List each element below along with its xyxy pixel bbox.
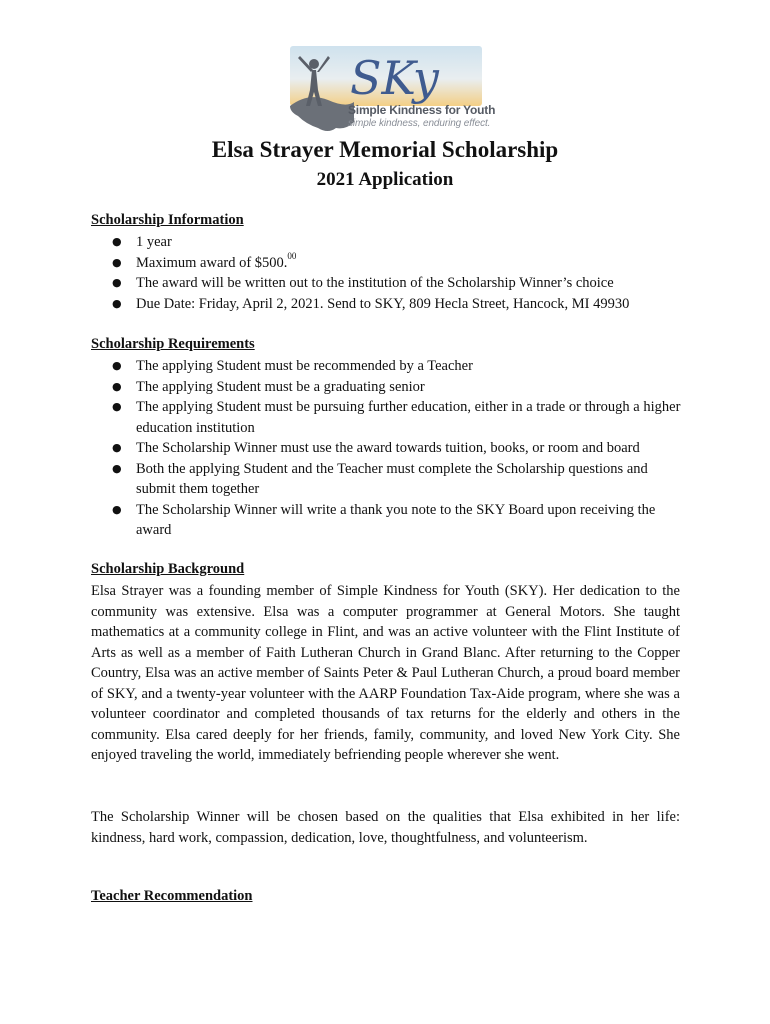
list-item: ● The applying Student must be recommended by a Teacher <box>112 356 682 377</box>
list-item: ● The award will be written out to the institution of the Scholarship Winner’s choice <box>112 273 682 294</box>
page-subtitle: 2021 Application <box>316 169 454 190</box>
list-item: ● The applying Student must be a graduating senior <box>112 377 682 398</box>
list-item: ● Maximum award of $500.00 <box>112 253 682 274</box>
logo-subtagline: simple kindness, enduring effect. <box>348 118 491 129</box>
requirements-list <box>112 356 682 541</box>
logo-tagline: Simple Kindness for Youth <box>348 103 496 117</box>
scholarship-info-list <box>112 232 682 314</box>
list-item: ● The Scholarship Winner must use the award towards tuition, books, or room and board <box>112 438 682 459</box>
list-item: ● The applying Student must be pursuing further education, either in a trade or through a higher education institution <box>112 397 682 438</box>
sky-wordmark: SKy <box>350 51 439 105</box>
list-item: ● Both the applying Student and the Teacher must complete the Scholarship questions and submit them together <box>112 459 682 500</box>
background-heading: Scholarship Background <box>91 561 245 577</box>
teacher-recommendation-heading: Teacher Recommendation <box>91 888 253 904</box>
list-item: ● 1 year <box>112 232 682 253</box>
background-paragraph: Elsa Strayer was a founding member of Simple Kindness for Youth (SKY). Her dedication to the community was extensive. Elsa was a computer programmer at General Motors. She taught mathematics at a community college in Flint, and was an active volunteer with the Flint Institute of Arts as well as a member of Faith Lutheran Church in Grand Blanc. After returning to the Copper Country, Elsa was an active member of Saints Peter & Paul Lutheran Church, a proud board member of SKY, and a twenty-year volunteer with the AARP Foundation Tax-Aide program, where she was a volunteer coordinator and completed thousands of tax returns for the elderly and others in the community. Elsa cared deeply for her friends, family, community, and loved New York City. She enjoyed traveling the world, immediately befriending people wherever she went. <box>91 583 680 763</box>
list-item: ● The Scholarship Winner will write a thank you note to the SKY Board upon receiving the award <box>112 500 682 541</box>
list-item: ● Due Date: Friday, April 2, 2021. Send to SKY, 809 Hecla Street, Hancock, MI 49930 <box>112 294 682 315</box>
cents-superscript: 00 <box>287 250 297 261</box>
page-title: Elsa Strayer Memorial Scholarship <box>211 137 559 162</box>
selection-criteria-paragraph: The Scholarship Winner will be chosen based on the qualities that Elsa exhibited in her life: kindness, hard work, compassion, dedication, love, thoughtfulness, and volunteerism. <box>91 809 680 846</box>
scholarship-info-heading: Scholarship Information <box>91 212 244 228</box>
requirements-heading: Scholarship Requirements <box>91 336 255 352</box>
